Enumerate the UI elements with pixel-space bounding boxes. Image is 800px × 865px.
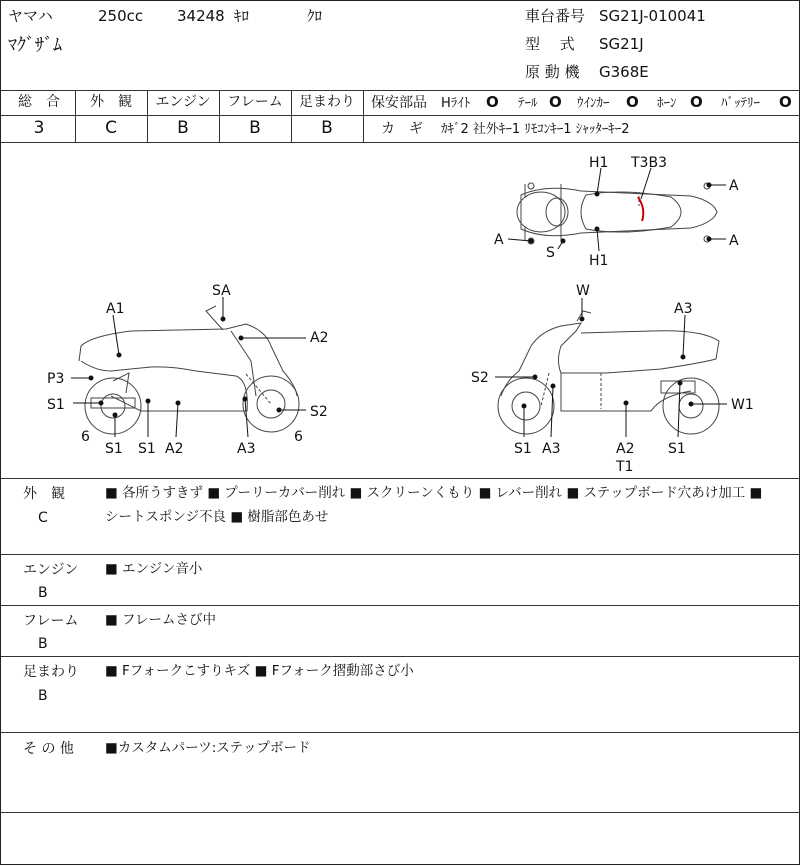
grade-label-overall: 総 合 xyxy=(18,94,60,110)
note-label-suspension: 足まわり xyxy=(23,664,79,680)
diagram-label: A3 xyxy=(542,441,561,457)
mileage-unit: ｷﾛ xyxy=(234,7,250,25)
keys-label: カ ギ xyxy=(381,121,423,137)
note-text-other: ■カスタムパーツ:ステップボード xyxy=(105,740,311,756)
diagram-label: H1 xyxy=(589,253,609,269)
diagram-label: SA xyxy=(212,283,231,299)
safety-item-tail: ﾃｰﾙ xyxy=(518,96,538,111)
note-text-exterior: ■ 各所うすきず ■ プーリーカバー削れ ■ スクリーンくもり ■ レバー削れ ■ ステップボード穴あけ加工 ■ xyxy=(105,485,763,501)
diagram-label: A2 xyxy=(310,330,329,346)
diagram-label: T3B3 xyxy=(631,155,667,171)
note-label-engine: エンジン xyxy=(23,562,79,578)
diagram-label: A xyxy=(729,178,739,194)
model-name: ﾏｸﾞｻﾞﾑ xyxy=(8,35,62,56)
diagram-label: A2 xyxy=(616,441,635,457)
diagram-label: W1 xyxy=(731,397,754,413)
safety-item-headlight: Hﾗｲﾄ xyxy=(441,96,471,111)
safety-item-winker: ｳｲﾝｶｰ xyxy=(577,96,610,111)
body-color: ｸﾛ xyxy=(307,7,323,25)
frame-no-label: 車台番号 xyxy=(525,7,586,25)
scooter-right-view xyxy=(498,311,719,434)
divider xyxy=(1,656,800,657)
note-text-suspension: ■ Fフォークこすりキズ ■ Fフォーク摺動部さび小 xyxy=(105,663,414,679)
divider xyxy=(1,605,800,606)
diagram-label: T1 xyxy=(616,459,634,475)
grade-label-exterior: 外 観 xyxy=(90,94,132,110)
safety-mark-horn: O xyxy=(690,93,703,111)
safety-mark-battery: O xyxy=(779,93,792,111)
diagram-label: W xyxy=(576,283,590,299)
safety-item-horn: ﾎｰﾝ xyxy=(657,96,677,111)
safety-mark-headlight: O xyxy=(486,93,499,111)
diagram-label: S1 xyxy=(105,441,123,457)
model-code: SG21J xyxy=(599,35,644,53)
diagram-label: S2 xyxy=(471,370,489,386)
diagram-label: H1 xyxy=(589,155,609,171)
scooter-top-view xyxy=(517,183,717,244)
scooter-left-view xyxy=(79,306,299,434)
maker: ヤマハ xyxy=(8,7,53,25)
diagram-label: S1 xyxy=(668,441,686,457)
note-grade-exterior: C xyxy=(38,510,48,526)
note-label-other: そ の 他 xyxy=(23,741,74,757)
diagram-label: A xyxy=(729,233,739,249)
grade-label-engine: エンジン xyxy=(155,94,211,110)
note-text-exterior-2: シートスポンジ不良 ■ 樹脂部色あせ xyxy=(105,509,329,525)
note-grade-suspension: B xyxy=(38,688,48,704)
diagram-label: A3 xyxy=(674,301,693,317)
safety-item-battery: ﾊﾞｯﾃﾘｰ xyxy=(721,96,760,111)
damage-diagram xyxy=(1,1,800,865)
divider xyxy=(1,732,800,733)
grade-overall: 3 xyxy=(33,118,45,138)
frame-no: SG21J-010041 xyxy=(599,7,706,25)
divider xyxy=(1,554,800,555)
keys-detail: ｶｷﾞ2 社外ｷｰ1 ﾘﾓｺﾝｷｰ1 ｼｬｯﾀｰｷｰ2 xyxy=(441,122,630,137)
diagram-label: S xyxy=(546,245,555,261)
grade-frame: B xyxy=(249,118,261,138)
displacement: 250cc xyxy=(98,7,144,25)
diagram-label: 6 xyxy=(294,429,303,445)
note-grade-frame: B xyxy=(38,636,48,652)
divider xyxy=(1,812,800,813)
note-text-frame: ■ フレームさび中 xyxy=(105,612,217,628)
note-label-exterior: 外 観 xyxy=(23,486,65,502)
note-grade-engine: B xyxy=(38,585,48,601)
grade-label-suspension: 足まわり xyxy=(299,94,355,110)
grade-exterior: C xyxy=(105,118,117,138)
engine-code-label: 原 動 機 xyxy=(525,63,580,81)
diagram-label: A3 xyxy=(237,441,256,457)
diagram-label: S1 xyxy=(138,441,156,457)
diagram-label: S2 xyxy=(310,404,328,420)
safety-mark-winker: O xyxy=(626,93,639,111)
safety-label: 保安部品 xyxy=(371,95,427,111)
diagram-label: S1 xyxy=(514,441,532,457)
diagram-label: A xyxy=(494,232,504,248)
engine-code: G368E xyxy=(599,63,649,81)
note-label-frame: フレーム xyxy=(23,613,79,629)
grade-label-frame: フレーム xyxy=(227,94,283,110)
mileage: 34248 xyxy=(177,7,225,25)
diagram-label: A2 xyxy=(165,441,184,457)
grade-suspension: B xyxy=(321,118,333,138)
model-code-label: 型 式 xyxy=(525,35,575,53)
diagram-label: S1 xyxy=(47,397,65,413)
note-text-engine: ■ エンジン音小 xyxy=(105,561,203,577)
divider xyxy=(1,478,800,479)
safety-mark-tail: O xyxy=(549,93,562,111)
diagram-label: A1 xyxy=(106,301,125,317)
diagram-label: P3 xyxy=(47,371,65,387)
grade-engine: B xyxy=(177,118,189,138)
diagram-label: 6 xyxy=(81,429,90,445)
